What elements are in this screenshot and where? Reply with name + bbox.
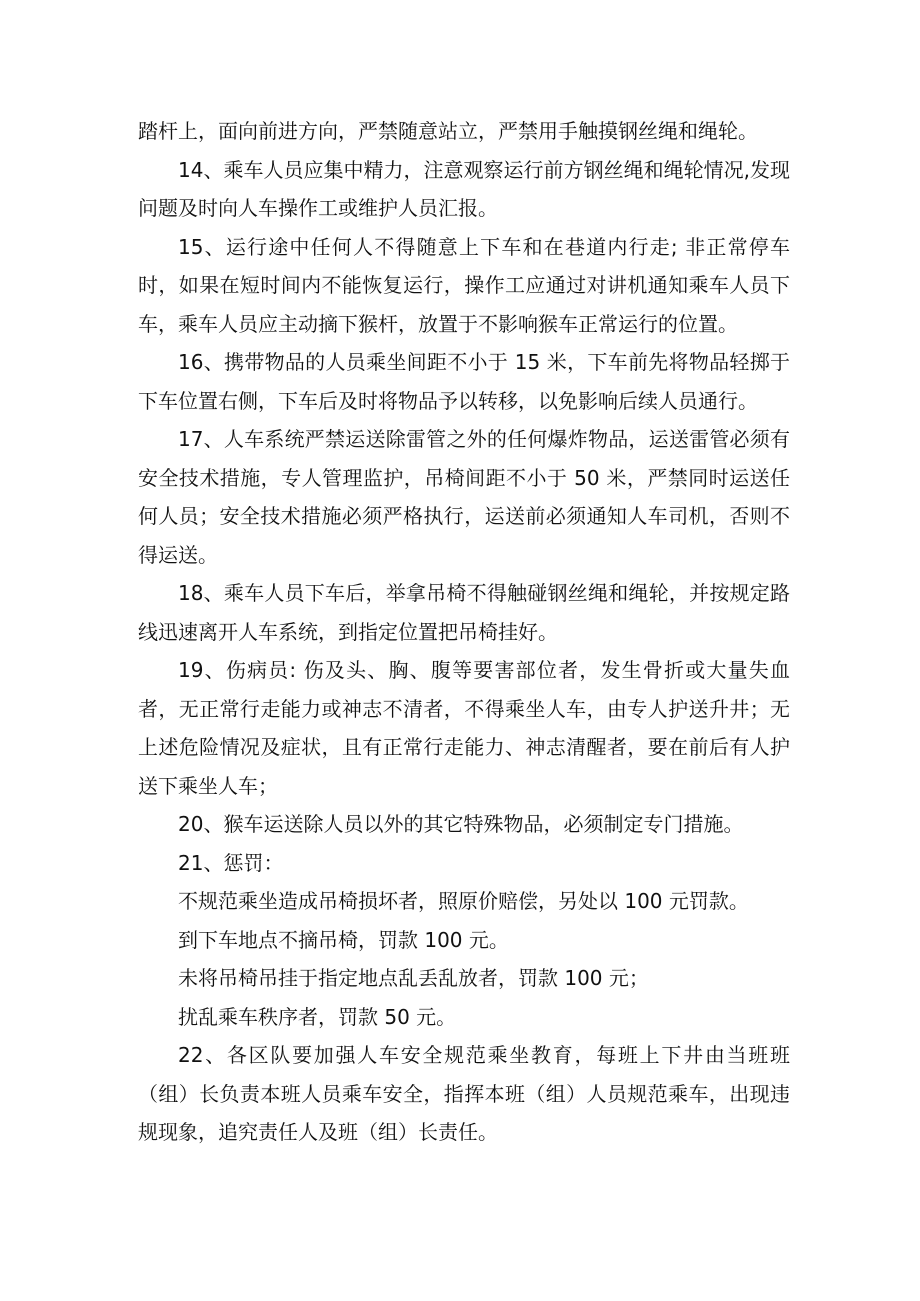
paragraph-item-18: 18、乘车人员下车后，举拿吊椅不得触碰钢丝绳和绳轮，并按规定路线迅速离开人车系统，到指定位置把吊椅挂好。	[138, 581, 790, 644]
paragraph-item-22: 22、各区队要加强人车安全规范乘坐教育，每班上下井由当班班（组）长负责本班人员乘车安全，指挥本班（组）人员规范乘车，出现违规现象，追究责任人及班（组）长责任。	[138, 1043, 790, 1144]
paragraph-item-16: 16、携带物品的人员乘坐间距不小于 15 米，下车前先将物品轻掷于下车位置右侧，下车后及时将物品予以转移，以免影响后续人员通行。	[138, 350, 790, 413]
paragraph-item-17: 17、人车系统严禁运送除雷管之外的任何爆炸物品，运送雷管必须有安全技术措施，专人管理监护，吊椅间距不小于 50 米，严禁同时运送任何人员；安全技术措施必须严格执行，运送前必须通知人车司机，否则不得运送。	[138, 427, 790, 567]
penalty-line-disorder: 扰乱乘车秩序者，罚款 50 元。	[178, 1004, 457, 1029]
penalty-line-damage: 不规范乘坐造成吊椅损坏者，照原价赔偿，另处以 100 元罚款。	[178, 889, 749, 913]
penalty-line-littering-chair: 未将吊椅吊挂于指定地点乱丢乱放者，罚款 100 元；	[178, 966, 649, 990]
paragraph-item-19: 19、伤病员: 伤及头、胸、腹等要害部位者，发生骨折或大量失血者，无正常行走能力或神志不清者，不得乘坐人车，由专人护送升井；无上述危险情况及症状，且有正常行走能力、神志清醒者，要在前后有人护送下乘坐人车；	[138, 658, 790, 798]
paragraph-item-20: 20、猴车运送除人员以外的其它特殊物品，必须制定专门措施。	[178, 812, 744, 836]
paragraph-continued: 踏杆上，面向前进方向，严禁随意站立，严禁用手触摸钢丝绳和绳轮。	[138, 119, 758, 143]
paragraph-item-15: 15、运行途中任何人不得随意上下车和在巷道内行走; 非正常停车时，如果在短时间内不能恢复运行，操作工应通过对讲机通知乘车人员下车，乘车人员应主动摘下猴杆，放置于不影响猴车正常运行的位置。	[138, 234, 790, 336]
penalty-line-not-removing-chair: 到下车地点不摘吊椅，罚款 100 元。	[178, 927, 509, 952]
paragraph-item-14: 14、乘车人员应集中精力，注意观察运行前方钢丝绳和绳轮情况,发现问题及时向人车操作工或维护人员汇报。	[138, 157, 790, 220]
paragraph-item-21-heading: 21、惩罚：	[178, 850, 284, 875]
